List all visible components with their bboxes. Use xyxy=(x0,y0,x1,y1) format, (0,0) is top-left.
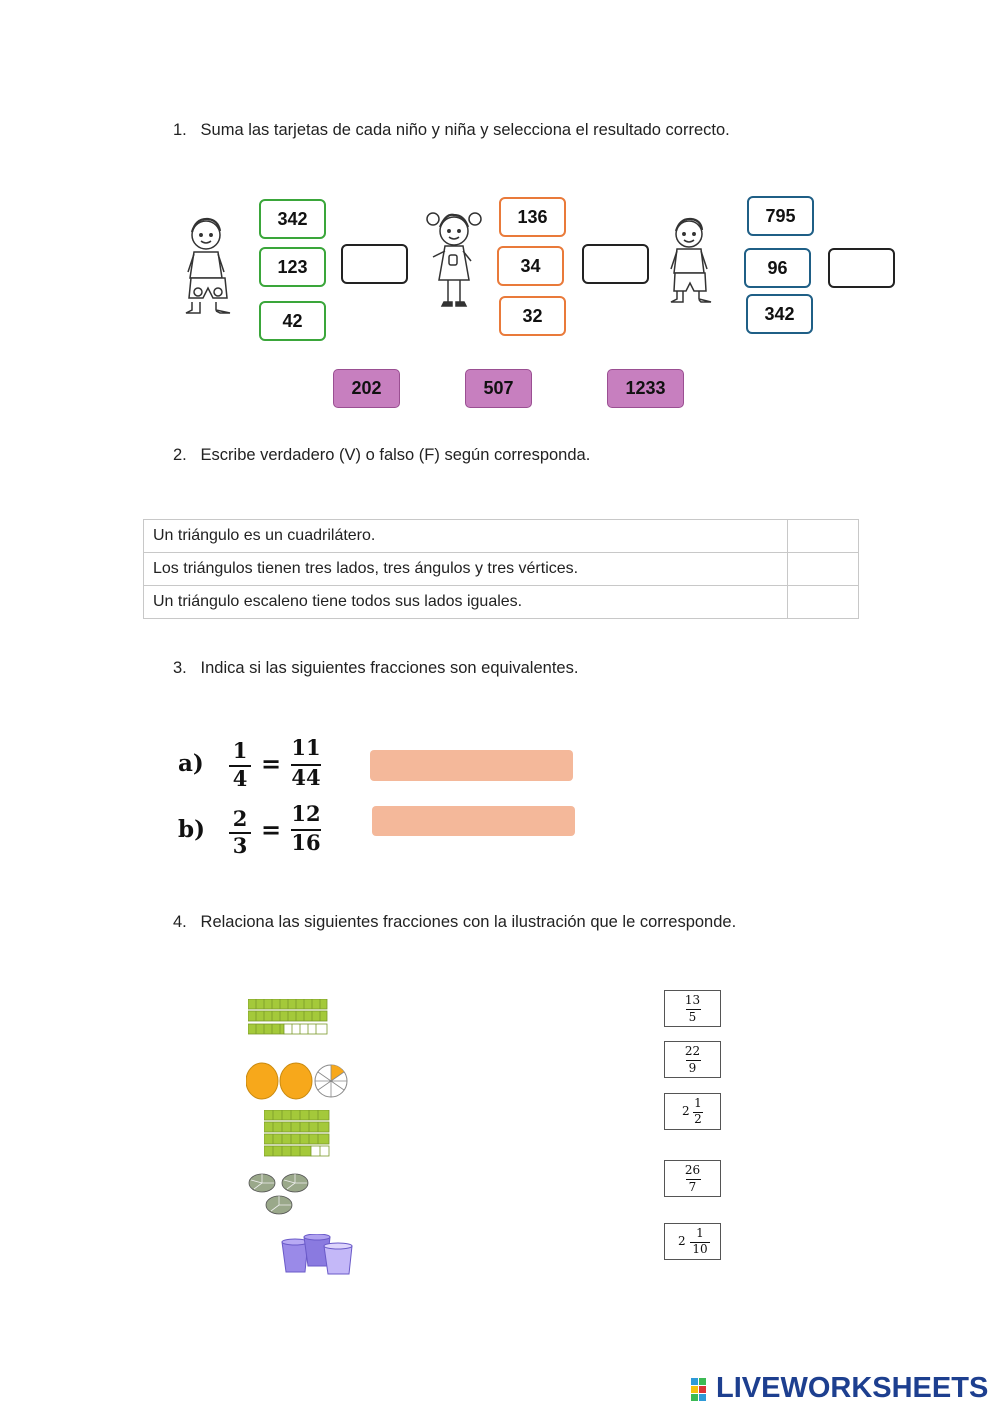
fraction-b-den1: 3 xyxy=(232,833,248,858)
denominator: 9 xyxy=(688,1061,697,1075)
equals-sign: = xyxy=(260,749,282,778)
card-g3-2[interactable]: 96 xyxy=(744,248,811,288)
fraction-card-5[interactable] xyxy=(664,1223,721,1260)
question-2 xyxy=(173,446,590,465)
option-2[interactable]: 507 xyxy=(465,369,532,408)
option-1[interactable]: 202 xyxy=(333,369,400,408)
liveworksheets-logo-text: LIVEWORKSHEETS xyxy=(716,1372,989,1404)
bars-illustration-2 xyxy=(264,1110,330,1158)
fraction-a-num2: 11 xyxy=(291,735,321,760)
pies-illustration xyxy=(247,1172,313,1216)
liveworksheets-logo-icon xyxy=(691,1378,715,1402)
true-false-table xyxy=(143,519,859,619)
fraction-b-den2: 16 xyxy=(291,830,321,855)
table-row xyxy=(144,553,859,586)
denominator: 10 xyxy=(692,1242,708,1256)
fraction-b-num2: 12 xyxy=(291,801,321,826)
option-3[interactable]: 1233 xyxy=(607,369,684,408)
fraction-label-b: b) xyxy=(178,816,205,843)
table-row xyxy=(144,586,859,619)
fraction-card-3[interactable] xyxy=(664,1093,721,1130)
numerator: 1 xyxy=(696,1226,704,1240)
card-g2-2[interactable]: 34 xyxy=(497,246,564,286)
card-g1-2[interactable]: 123 xyxy=(259,247,326,287)
fraction-card-4[interactable] xyxy=(664,1160,721,1197)
fraction-a-num1: 1 xyxy=(232,738,248,763)
answer-box-3[interactable] xyxy=(828,248,895,288)
vf-answer-cell[interactable] xyxy=(788,586,859,619)
boy-illustration xyxy=(176,210,242,320)
circles-illustration xyxy=(246,1062,348,1100)
girl-illustration xyxy=(423,205,485,315)
statement: Un triángulo escaleno tiene todos sus lados iguales. xyxy=(144,586,788,619)
card-g3-1[interactable]: 795 xyxy=(747,196,814,236)
question-number: 3. xyxy=(173,659,187,677)
vf-answer-cell[interactable] xyxy=(788,553,859,586)
fraction-card-2[interactable] xyxy=(664,1041,721,1078)
equals-sign: = xyxy=(260,815,282,844)
table-row xyxy=(144,520,859,553)
question-1 xyxy=(173,121,730,140)
answer-box-2[interactable] xyxy=(582,244,649,284)
question-3 xyxy=(173,659,578,678)
glasses-illustration xyxy=(280,1234,356,1276)
answer-field-a[interactable] xyxy=(370,750,573,781)
answer-box-1[interactable] xyxy=(341,244,408,284)
question-number: 2. xyxy=(173,446,187,464)
fraction-a-den2: 44 xyxy=(291,765,321,790)
fraction-b-num1: 2 xyxy=(232,806,248,831)
card-g1-1[interactable]: 342 xyxy=(259,199,326,239)
card-g2-3[interactable]: 32 xyxy=(499,296,566,336)
whole-number: 2 xyxy=(682,1104,690,1118)
statement: Los triángulos tienen tres lados, tres ángulos y tres vértices. xyxy=(144,553,788,586)
vf-answer-cell[interactable] xyxy=(788,520,859,553)
whole-number: 2 xyxy=(678,1234,686,1248)
fraction-label-a: a) xyxy=(178,750,204,777)
question-text: Escribe verdadero (V) o falso (F) según corresponda. xyxy=(200,446,591,464)
card-g3-3[interactable]: 342 xyxy=(746,294,813,334)
fraction-card-1[interactable] xyxy=(664,990,721,1027)
card-g1-3[interactable]: 42 xyxy=(259,301,326,341)
question-number: 4. xyxy=(173,913,187,931)
boy-illustration-2 xyxy=(659,212,721,312)
question-text: Relaciona las siguientes fracciones con la ilustración que le corresponde. xyxy=(200,913,737,931)
statement: Un triángulo es un cuadrilátero. xyxy=(144,520,788,553)
question-4 xyxy=(173,913,736,932)
denominator: 5 xyxy=(688,1010,697,1024)
numerator: 13 xyxy=(684,993,701,1007)
answer-field-b[interactable] xyxy=(372,806,575,836)
card-g2-1[interactable]: 136 xyxy=(499,197,566,237)
bars-illustration-1 xyxy=(248,999,328,1035)
numerator: 1 xyxy=(694,1096,702,1110)
question-text: Indica si las siguientes fracciones son equivalentes. xyxy=(200,659,579,677)
denominator: 2 xyxy=(694,1112,702,1126)
numerator: 22 xyxy=(684,1044,701,1058)
question-text: Suma las tarjetas de cada niño y niña y selecciona el resultado correcto. xyxy=(200,121,730,139)
denominator: 7 xyxy=(688,1180,697,1194)
fraction-a-den1: 4 xyxy=(232,766,248,791)
numerator: 26 xyxy=(684,1163,701,1177)
question-number: 1. xyxy=(173,121,187,139)
